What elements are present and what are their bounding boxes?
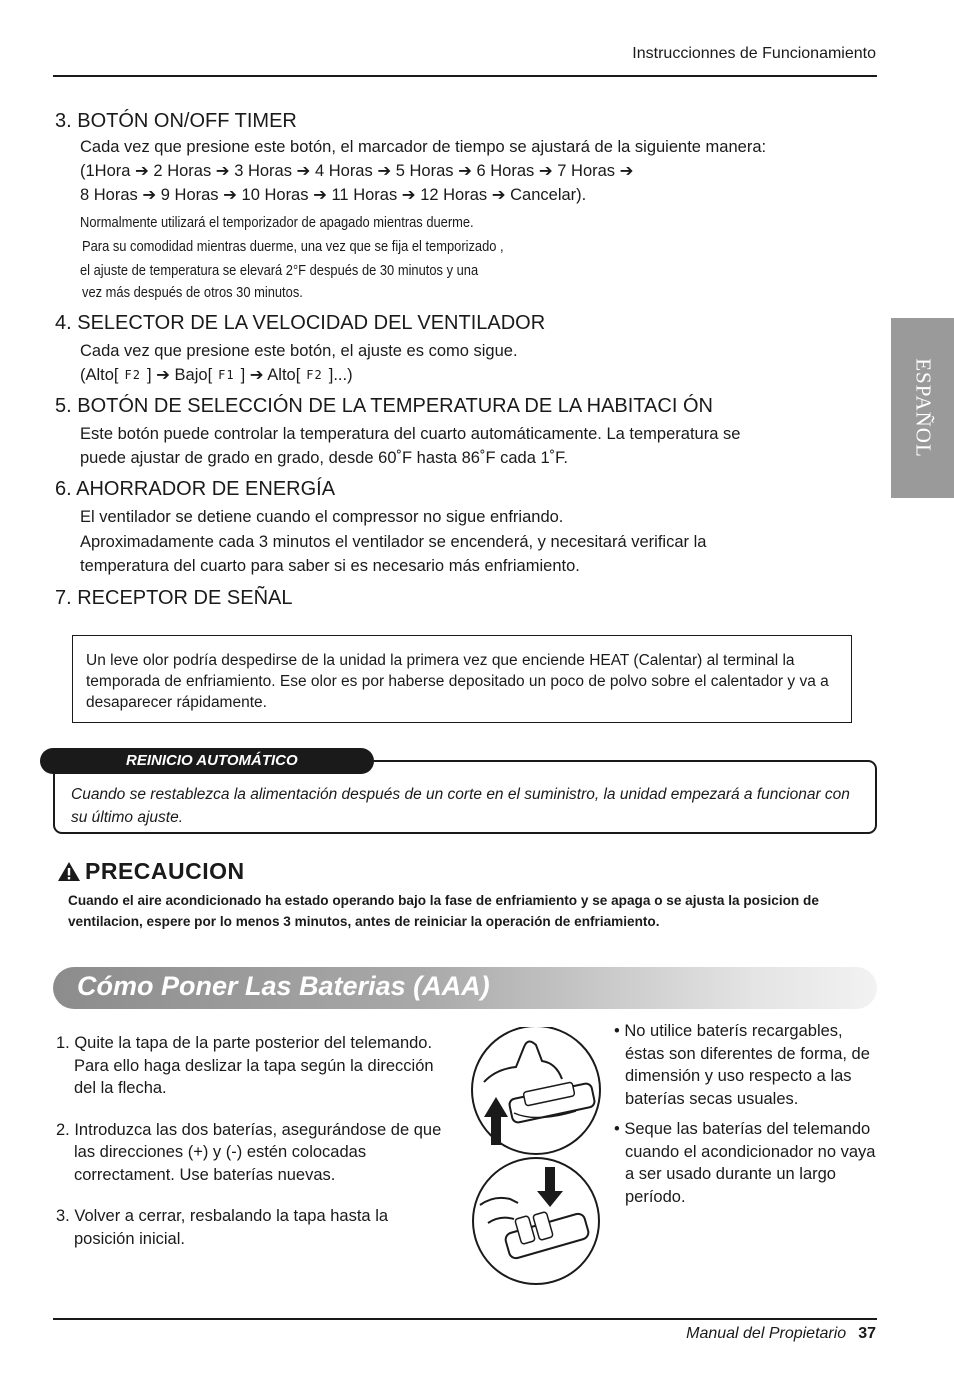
display-f2: F2 [124, 368, 141, 382]
section-3-line: 8 Horas ➔ 9 Horas ➔ 10 Horas ➔ 11 Horas ➔ 12 Horas ➔ Cancelar). [80, 186, 587, 204]
caution-title: PRECAUCION [85, 858, 245, 884]
section-3-note: vez más después de otros 30 minutos. [82, 284, 303, 301]
list-item: • Seque las baterías del telemando cuando el acondicionador no vaya a ser usado durante un largo período. [614, 1120, 876, 1206]
auto-restart-label: REINICIO AUTOMÁTICO [40, 748, 374, 774]
battery-tips [614, 1020, 884, 1216]
header-rule [53, 75, 877, 77]
language-tab [891, 318, 954, 498]
section-3-title: 3. BOTÓN ON/OFF TIMER [55, 110, 297, 132]
fan-speed-sequence: (Alto[ F2 ] ➔ Bajo[ F1 ] ➔ Alto[ F2 ]...) [80, 363, 353, 387]
section-3-note: Normalmente utilizará el temporizador de apagado mientras duerme. [80, 214, 474, 231]
language-tab-label: ESPAÑOL [911, 358, 935, 458]
section-7-title: 7. RECEPTOR DE SEÑAL [55, 587, 293, 609]
page-number: 37 [858, 1325, 876, 1342]
auto-restart-box: Cuando se restablezca la alimentación después de un corte en el suministro, la unidad empezará a funcionar con su último ajuste. [53, 760, 877, 834]
section-3-line: (1Hora ➔ 2 Horas ➔ 3 Horas ➔ 4 Horas ➔ 5 Horas ➔ 6 Horas ➔ 7 Horas ➔ [80, 162, 634, 180]
list-item: • No utilice baterís recargables, éstas son diferentes de forma, de dimensión y uso respecto a las baterías secas usuales. [614, 1022, 870, 1108]
display-f2: F2 [306, 368, 323, 382]
list-item: 2. Introduzca las dos baterías, asegurándose de que las direcciones (+) y (-) estén colocadas correctament. Use baterías nuevas. [56, 1120, 442, 1184]
warning-icon [57, 861, 81, 882]
section-6-line: temperatura del cuarto para saber si es necesario más enfriamiento. [80, 557, 580, 575]
section-banner [53, 967, 877, 1009]
section-4-line: Cada vez que presione este botón, el ajuste es como sigue. [80, 342, 518, 360]
display-f1: F1 [218, 368, 235, 382]
section-5-title: 5. BOTÓN DE SELECCIÓN DE LA TEMPERATURA DE LA HABITACI ÓN [55, 395, 713, 417]
section-3-note: el ajuste de temperatura se elevará 2°F después de 30 minutos y una [80, 262, 479, 279]
section-4-title: 4. SELECTOR DE LA VELOCIDAD DEL VENTILADOR [55, 312, 546, 334]
section-6-line: El ventilador se detiene cuando el compressor no sigue enfriando. [80, 508, 564, 526]
list-item: 1. Quite la tapa de la parte posterior del telemando. Para ello haga deslizar la tapa según la dirección del la flecha. [56, 1034, 434, 1097]
list-item: 3. Volver a cerrar, resbalando la tapa hasta la posición inicial. [56, 1207, 389, 1248]
section-3-line: Cada vez que presione este botón, el marcador de tiempo se ajustará de la siguiente manera: [80, 138, 767, 156]
battery-steps [56, 1032, 446, 1269]
running-header: Instruccionnes de Funcionamiento [632, 45, 876, 62]
section-6-line: Aproximadamente cada 3 minutos el ventilador se encenderá, y necesitará verificar la [80, 533, 707, 551]
section-5-line: puede ajustar de grado en grado, desde 60˚F hasta 86˚F cada 1˚F. [80, 449, 568, 467]
page-footer [686, 1325, 876, 1343]
battery-illustration [466, 1027, 606, 1285]
footer-rule [53, 1318, 877, 1320]
odor-note-box: Un leve olor podría despedirse de la unidad la primera vez que enciende HEAT (Calentar) al terminal la temporada de enfriamiento. Ese olor es por haberse depositado un poco de polvo sobre el calentador y va a desaparecer rápidamente. [72, 635, 852, 723]
caution-text: Cuando el aire acondicionado ha estado operando bajo la fase de enfriamiento y se apaga o se ajusta la posicion de ventilacion, espere por lo menos 3 minutos, antes de reiniciar la operación de enfriamiento. [68, 893, 819, 929]
banner-title: Cómo Poner Las Baterias (AAA) [77, 971, 490, 1001]
section-6-title: 6. AHORRADOR DE ENERGÍA [55, 478, 336, 500]
section-3-note: Para su comodidad mientras duerme, una vez que se fija el temporizado , [82, 238, 504, 255]
section-5-line: Este botón puede controlar la temperatura del cuarto automáticamente. La temperatura se [80, 425, 741, 443]
footer-label: Manual del Propietario [686, 1325, 847, 1342]
